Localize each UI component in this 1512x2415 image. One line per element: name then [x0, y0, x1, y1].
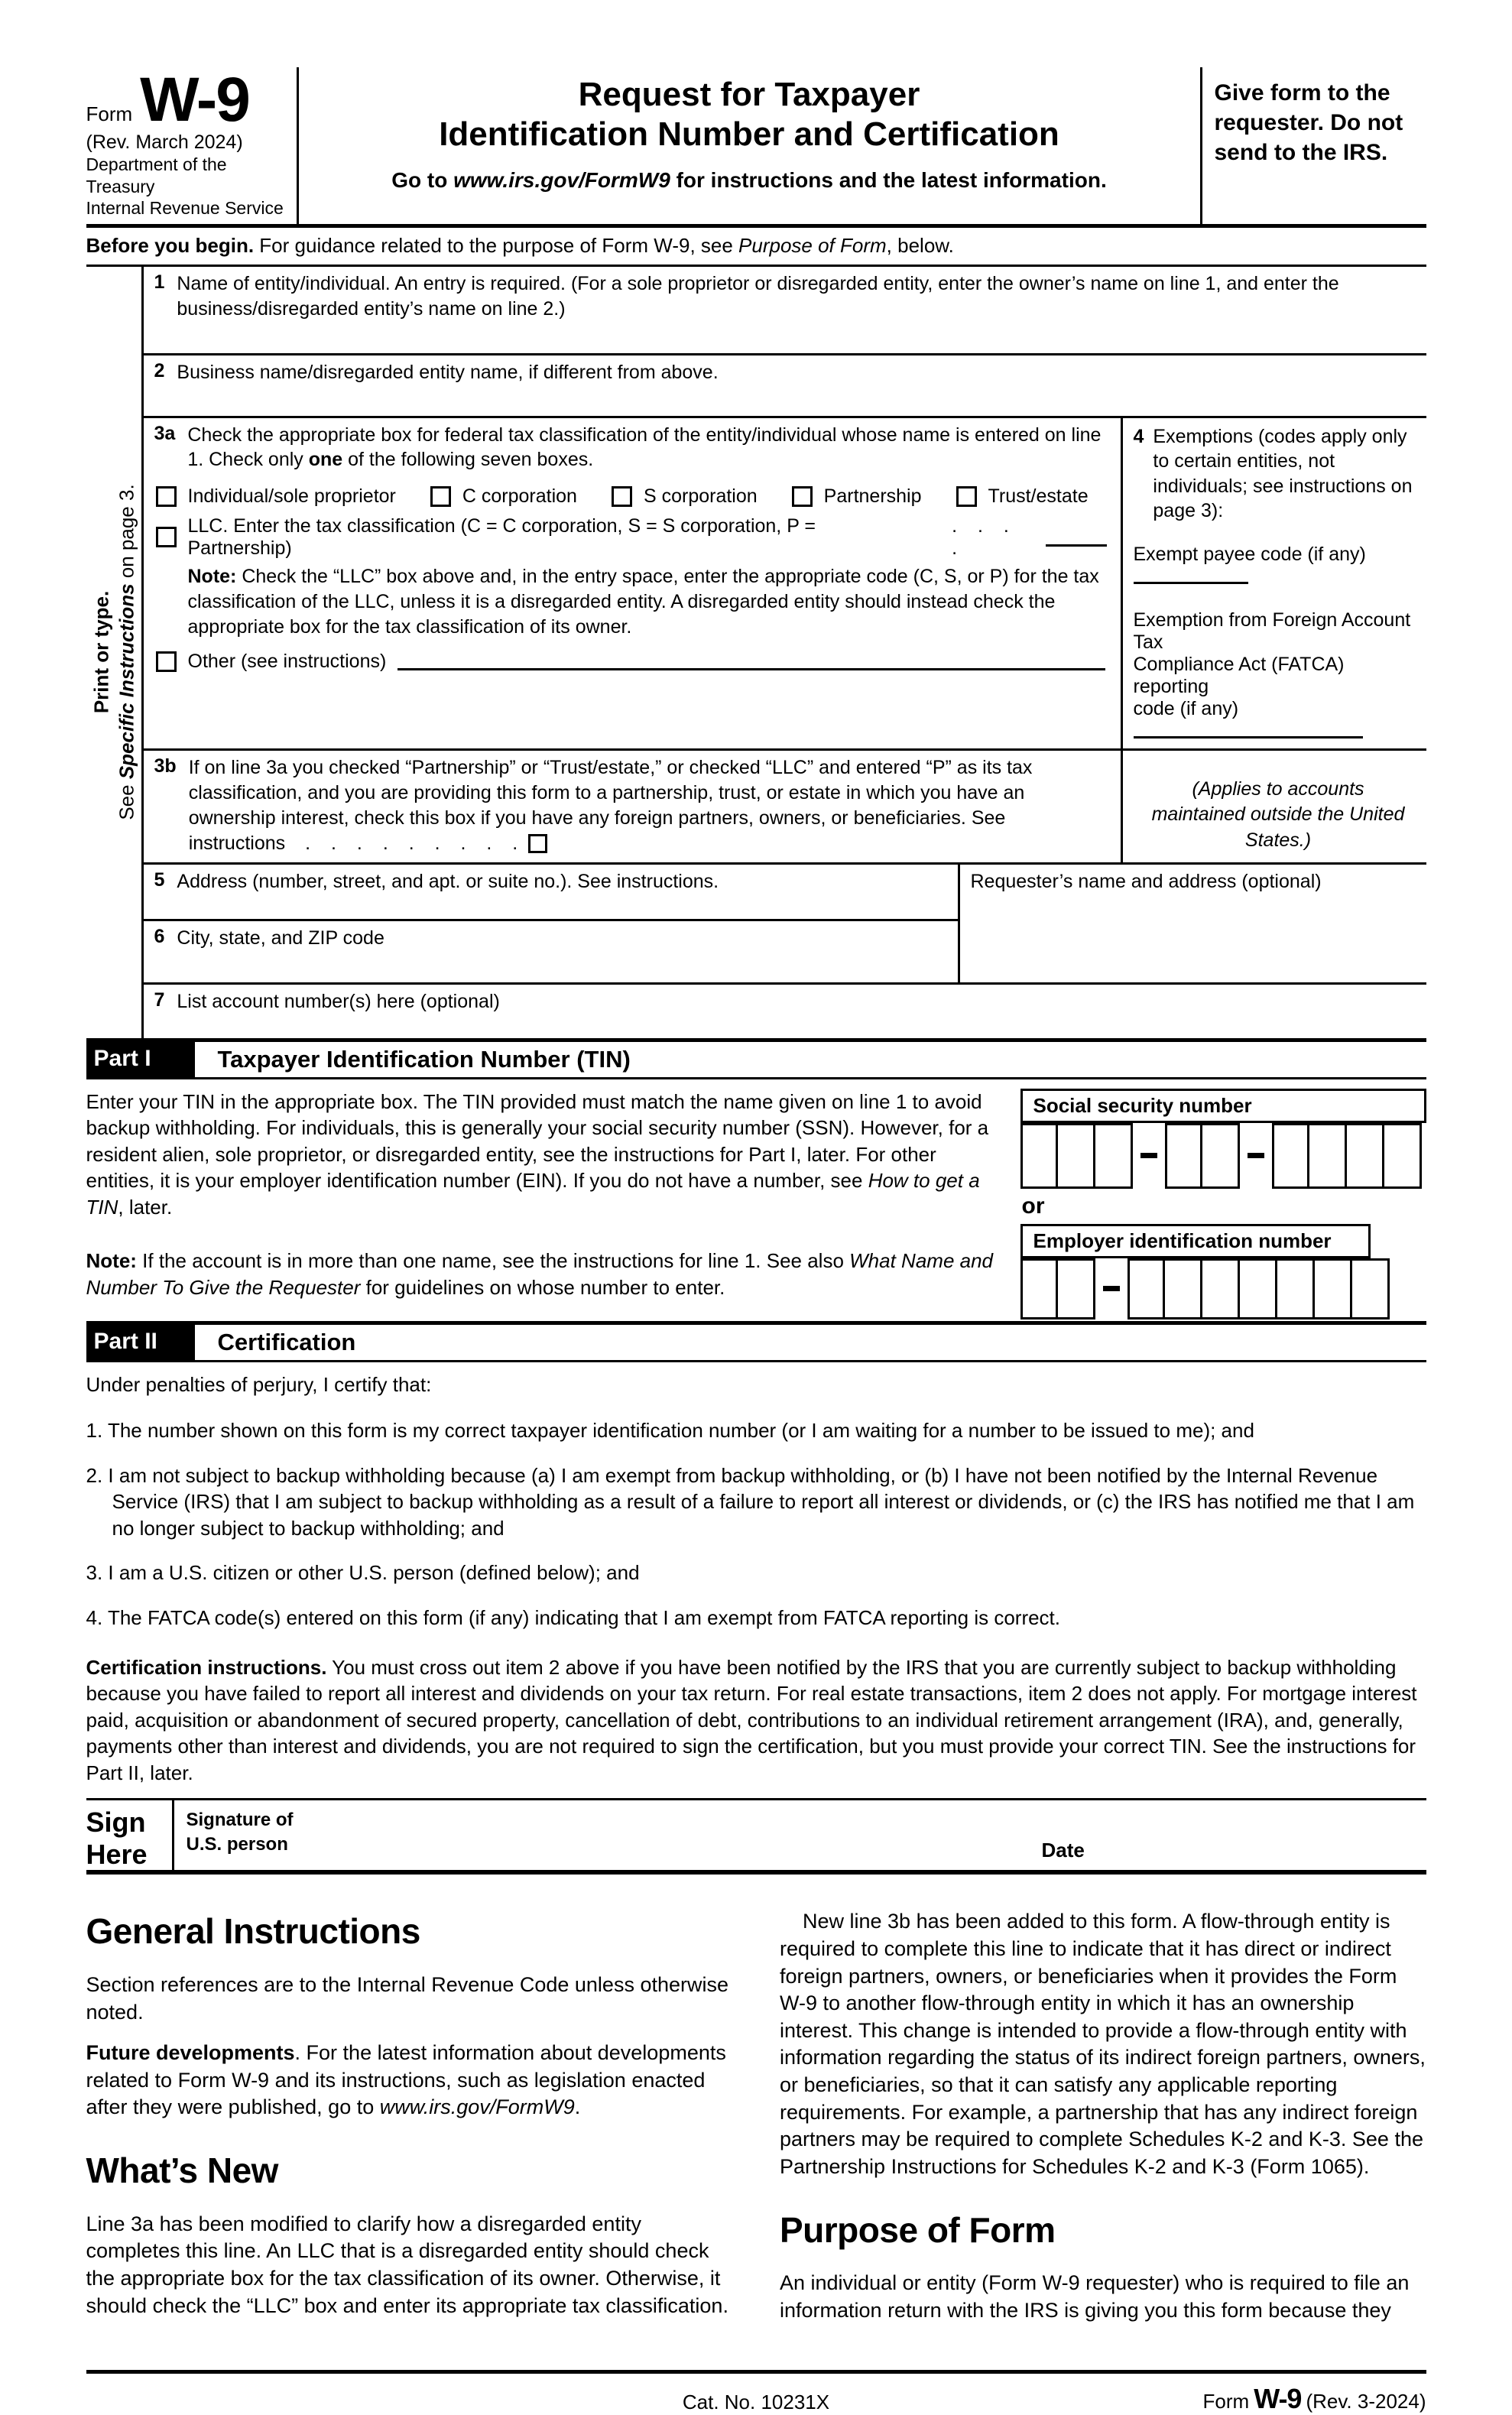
ein-digit-cell[interactable] — [1315, 1258, 1352, 1319]
line3a-label-one: one — [308, 449, 343, 471]
ssn-digit-cell[interactable] — [1272, 1123, 1309, 1189]
future-developments-paragraph — [86, 2040, 733, 2121]
part1-para-pre: Enter your TIN in the appropriate box. The TIN provided must match the name given on line 1 to avoid backup withholding. For individuals, this is generally your social security number (SSN). However, for a resident alien, sole proprietor, or disregarded entity, see the instructions for Part I, later. For other entities, it is your employer identification number (EIN). If you do not have a number, see — [86, 1089, 989, 1193]
page-footer — [86, 2370, 1426, 2414]
checkbox-item-partnership — [792, 485, 922, 508]
line4-label: Exemptions (codes apply only to certain entities, not individuals; see instructions on page 3): — [1153, 425, 1413, 522]
ssn-group-3 — [1272, 1123, 1422, 1189]
line3a-label-post: of the following seven boxes. — [342, 449, 594, 471]
part2-header-bar — [86, 1321, 1426, 1362]
s-corporation-checkbox[interactable] — [612, 486, 632, 507]
ein-digit-cell[interactable] — [1128, 1258, 1165, 1319]
line3b-body: If on line 3a you checked “Partnership” or “Trust/estate,” or checked “LLC” and entered “P” as its tax classification, and you are providing this form to a partnership, trust, or estate in which you have an ownership interest, check this box if you have any foreign partners, owners, or beneficiaries. See instructions — [188, 756, 1033, 854]
line1-input[interactable] — [154, 321, 1426, 353]
whats-new-heading: What’s New — [86, 2150, 278, 2191]
footer-form-word: Form — [1202, 2390, 1250, 2413]
whats-new-paragraph: Line 3a has been modified to clarify how a disregarded entity completes this line. An LLC that is a disregarded entity should check the appropriate box for the tax classification of its owner. Otherwise, it should check the “LLC” box and enter its appropriate tax classification. — [86, 2212, 728, 2317]
w9-form-page — [86, 0, 1426, 2415]
ssn-digit-cell[interactable] — [1020, 1123, 1058, 1189]
part1-instructions — [86, 1089, 1004, 1321]
goto-prefix: Go to — [391, 167, 454, 192]
line3a-content — [144, 418, 1121, 748]
applies-note-cell — [1121, 751, 1426, 862]
sign-word: Sign — [86, 1806, 146, 1839]
line6-row — [144, 921, 958, 982]
before-italic: Purpose of Form — [738, 234, 887, 258]
form-header — [86, 67, 1426, 228]
line3a-number: 3a — [154, 422, 176, 444]
certification-instructions-bold: Certification instructions. — [86, 1655, 327, 1679]
part1-note-bold: Note: — [86, 1249, 137, 1273]
service-line: Internal Revenue Service — [86, 198, 284, 219]
section-references-paragraph: Section references are to the Internal Revenue Code unless otherwise noted. — [86, 1972, 728, 2024]
other-label: Other (see instructions) — [187, 650, 387, 672]
form-number: W-9 — [140, 65, 249, 135]
future-developments-url: www.irs.gov/FormW9 — [379, 2095, 575, 2119]
line2-label: Business name/disregarded entity name, if different from above. — [177, 362, 719, 384]
exempt-payee-line — [1134, 544, 1423, 589]
partnership-checkbox[interactable] — [792, 486, 813, 507]
date-label: Date — [1041, 1839, 1085, 1862]
exempt-payee-label: Exempt payee code (if any) — [1133, 543, 1366, 565]
footer-form-number: W-9 — [1254, 2383, 1302, 2415]
ein-digit-cell[interactable] — [1277, 1258, 1315, 1319]
ein-label-box: Employer identification number — [1020, 1224, 1371, 1258]
form-identity-block — [86, 67, 299, 224]
instructions-section — [86, 1908, 1426, 2338]
part1-body — [86, 1079, 1426, 1321]
give-form-notice: Give form to the requester. Do not send to the IRS. — [1200, 67, 1426, 224]
footer-revision: (Rev. 3-2024) — [1306, 2390, 1426, 2413]
goto-line — [314, 168, 1185, 193]
line2-input[interactable] — [154, 385, 1426, 416]
before-mid: For guidance related to the purpose of Form W-9, see — [254, 234, 739, 258]
form-number-lockup — [86, 65, 289, 135]
ein-cells — [1020, 1258, 1426, 1319]
sidebar-vertical-text — [89, 485, 138, 820]
purpose-of-form-paragraph: An individual or entity (Form W-9 requester) who is required to file an information return with the IRS is giving you this form because they — [780, 2271, 1410, 2322]
footer-form-id — [1203, 2383, 1426, 2415]
line5-label: Address (number, street, and apt. or suite no.). See instructions. — [177, 870, 719, 892]
foreign-partners-checkbox[interactable] — [528, 834, 547, 853]
ein-digit-cell[interactable] — [1058, 1258, 1095, 1319]
or-label: or — [1021, 1193, 1045, 1219]
llc-code-input[interactable] — [1046, 528, 1107, 547]
other-input[interactable] — [397, 652, 1105, 670]
line3b-dot-leader: . . . . . . . . . — [305, 832, 518, 854]
part1-note — [86, 1248, 1004, 1300]
other-checkbox[interactable] — [156, 651, 177, 672]
part1-paragraph — [86, 1089, 1004, 1221]
individual-label: Individual/sole proprietor — [187, 485, 396, 507]
line3b-content — [144, 751, 1121, 862]
ein-digit-cell[interactable] — [1240, 1258, 1277, 1319]
ssn-cells — [1020, 1123, 1426, 1189]
line3b-row — [144, 751, 1426, 865]
certification-intro: Under penalties of perjury, I certify that: — [86, 1372, 432, 1396]
fatca-label-2: Compliance Act (FATCA) reporting — [1133, 653, 1345, 697]
ssn-group-1 — [1020, 1123, 1133, 1189]
other-line — [156, 651, 1110, 673]
line5-number: 5 — [154, 868, 165, 891]
ssn-label-box: Social security number — [1020, 1089, 1426, 1123]
see-specific-instructions — [114, 485, 139, 820]
part1-note-italic: What Name and Number To Give the Requester — [86, 1249, 994, 1300]
ssn-dash — [1140, 1153, 1157, 1158]
requester-cell — [958, 865, 1426, 982]
checkbox-item-individual — [156, 485, 396, 508]
line3b-text — [189, 755, 1110, 856]
department-line: Department of the Treasury — [86, 154, 227, 196]
fatca-code-input[interactable] — [1134, 720, 1363, 738]
sign-here-label — [86, 1800, 172, 1870]
line5-label-row — [154, 869, 958, 894]
part1-note-mid: If the account is in more than one name, see the instructions for line 1. See also — [136, 1249, 850, 1273]
form-grid — [86, 267, 1426, 1038]
address-city-block — [144, 865, 958, 982]
signature-of-line1: Signature of — [186, 1810, 294, 1831]
c-corporation-label: C corporation — [462, 485, 577, 507]
checkbox-item-trust-estate — [956, 485, 1089, 508]
c-corporation-checkbox[interactable] — [430, 486, 451, 507]
part1-note-end: for guidelines on whose number to enter. — [360, 1276, 725, 1300]
line1-label: Name of entity/individual. An entry is required. (For a sole proprietor or disregarded entity, enter the owner’s name on line 1, and enter the business/disregarded entity’s name on line 2.) — [177, 273, 1339, 320]
applies-note: (Applies to accounts maintained outside the United States.) — [1151, 777, 1405, 852]
line7-input[interactable] — [154, 1014, 1426, 1035]
part2-body — [86, 1362, 1426, 1787]
line6-label-row — [154, 926, 958, 951]
line7-label-row — [154, 989, 1426, 1014]
line3a-label-pre: Check the appropriate box for federal tax classification of the entity/individual whose name is entered on line 1. Check only — [187, 424, 1102, 471]
signature-of-line2: U.S. person — [186, 1833, 288, 1855]
sign-here-row — [86, 1798, 1426, 1875]
line6-input[interactable] — [154, 950, 958, 978]
line3b-number: 3b — [154, 755, 177, 777]
trust-estate-checkbox[interactable] — [956, 486, 977, 507]
revision-date: (Rev. March 2024) — [86, 131, 243, 153]
exempt-payee-input[interactable] — [1134, 566, 1248, 584]
print-or-type: Print or type. — [89, 591, 112, 714]
ein-group-2 — [1128, 1258, 1390, 1319]
future-developments-mid: . For the latest information about developments related to Form W-9 and its instructions, such as legislation enacted after they were published, go to — [86, 2041, 726, 2119]
general-instructions-heading: General Instructions — [86, 1911, 420, 1952]
sidebar-on-page: on page 3. — [114, 484, 138, 584]
line2-row — [144, 355, 1426, 418]
line4-number: 4 — [1133, 425, 1144, 447]
llc-checkbox[interactable] — [156, 527, 177, 547]
line2-number: 2 — [154, 360, 165, 382]
ein-group-1 — [1020, 1258, 1095, 1319]
ssn-digit-cell[interactable] — [1058, 1123, 1095, 1189]
llc-note — [188, 564, 1110, 640]
llc-note-text: Check the “LLC” box above and, in the entry space, enter the appropriate code (C, S, or P) for the tax classification of the LLC, unless it is a disregarded entity. A disregarded entity should instead check the appropriate box for the tax classification of its owner. — [187, 565, 1099, 638]
line3b-label-row — [154, 755, 1110, 856]
fatca-label — [1134, 609, 1411, 719]
trust-estate-label: Trust/estate — [988, 485, 1089, 507]
fatca-label-3: code (if any) — [1133, 697, 1239, 719]
sidebar-see: See — [114, 779, 138, 820]
certification-item-4: 4. The FATCA code(s) entered on this form (if any) indicating that I am exempt from FATCA reporting is correct. — [86, 1606, 1061, 1630]
instructions-right-column — [780, 1908, 1426, 2338]
here-word: Here — [86, 1838, 148, 1870]
line5-input[interactable] — [154, 894, 958, 917]
before-you-begin — [86, 228, 1426, 267]
line7-row — [144, 985, 1426, 1038]
certification-item-2: 2. I am not subject to backup withholding because (a) I am exempt from backup withholding, or (b) I have not been notified by the Internal Revenue Service (IRS) that I am subject to backup withholding as a result of a failure to report all interest or dividends, or (c) the IRS has notified me that I am no longer subject to backup withholding; and — [86, 1463, 1415, 1540]
part1-header-bar — [86, 1038, 1426, 1079]
line6-number: 6 — [154, 925, 165, 947]
form-title-block — [299, 67, 1200, 224]
ein-digit-cell[interactable] — [1202, 1258, 1240, 1319]
new-line3b-paragraph: New line 3b has been added to this form. A flow-through entity is required to complete this line to indicate that it has direct or indirect foreign partners, owners, or beneficiaries when it provides the Form W-9 to another flow-through entity in which it has an ownership interest. This change is intended to provide a flow-through entity with information regarding the status of its indirect foreign partners, owners, or beneficiaries, so that it can satisfy any applicable reporting requirements. For example, a partnership that has any indirect foreign partners may be required to complete Schedules K-2 and K-3. See the Partnership Instructions for Schedules K-2 and K-3 (Form 1065). — [780, 1910, 1426, 2178]
part1-title: Taxpayer Identification Number (TIN) — [217, 1045, 631, 1073]
part1-badge: Part I — [86, 1042, 195, 1077]
signature-input[interactable] — [373, 1800, 937, 1870]
line3a-row — [144, 418, 1426, 751]
date-input[interactable] — [1107, 1800, 1426, 1870]
tin-entry-area — [1004, 1089, 1426, 1321]
line5-row — [144, 865, 958, 921]
ssn-digit-cell[interactable] — [1347, 1123, 1384, 1189]
form-word: Form — [86, 102, 133, 125]
line7-number: 7 — [154, 988, 165, 1011]
goto-url: www.irs.gov/FormW9 — [453, 167, 670, 192]
signature-area — [172, 1800, 1426, 1870]
individual-checkbox[interactable] — [156, 486, 177, 507]
ssn-digit-cell[interactable] — [1202, 1123, 1240, 1189]
ssn-group-2 — [1165, 1123, 1240, 1189]
before-bold: Before you begin. — [86, 234, 255, 258]
part2-badge: Part II — [86, 1325, 195, 1360]
s-corporation-label: S corporation — [643, 485, 758, 507]
checkbox-item-c-corp — [430, 485, 577, 508]
future-developments-end: . — [574, 2095, 581, 2119]
catalog-number: Cat. No. 10231X — [682, 2391, 830, 2414]
form-title-line2: Identification Number and Certification — [439, 115, 1059, 153]
ssn-digit-cell[interactable] — [1165, 1123, 1202, 1189]
ssn-digit-cell[interactable] — [1309, 1123, 1347, 1189]
line1-label-row — [154, 271, 1426, 321]
requester-label: Requester’s name and address (optional) — [970, 870, 1322, 892]
ein-digit-cell[interactable] — [1165, 1258, 1202, 1319]
form-fields — [141, 267, 1426, 1038]
fatca-label-1: Exemption from Foreign Account Tax — [1133, 609, 1411, 653]
line1-row — [144, 267, 1426, 355]
goto-suffix: for instructions and the latest information. — [670, 167, 1107, 192]
form-title-line1: Request for Taxpayer — [578, 76, 920, 113]
certification-instructions-text: You must cross out item 2 above if you have been notified by the IRS that you are currently subject to backup withholding because you have failed to report all interest and dividends on your tax return. For real estate transactions, item 2 does not apply. For mortgage interest paid, acquisition or abandonment of secured property, cancellation of debt, contributions to an individual retirement arrangement (IRA), and, generally, payments other than interest and dividends, you are not required to sign the certification, but you must provide your correct TIN. See the instructions for Part II, later. — [86, 1655, 1417, 1784]
fatca-line — [1134, 609, 1423, 744]
line3a-label — [187, 423, 1109, 472]
line5-6-block — [144, 865, 1426, 985]
before-end: , below. — [886, 234, 954, 258]
llc-note-bold: Note: — [187, 565, 237, 587]
instructions-left-column — [86, 1908, 733, 2338]
certification-item-3: 3. I am a U.S. citizen or other U.S. person (defined below); and — [86, 1561, 640, 1585]
partnership-label: Partnership — [823, 485, 922, 507]
future-developments-bold: Future developments — [86, 2041, 295, 2065]
ssn-dash — [1248, 1153, 1264, 1158]
ein-digit-cell[interactable] — [1020, 1258, 1058, 1319]
line1-number: 1 — [154, 271, 165, 294]
certification-instructions — [86, 1654, 1426, 1787]
form-title — [314, 75, 1185, 154]
certification-item-1: 1. The number shown on this form is my correct taxpayer identification number (or I am waiting for a number to be issued to me); and — [86, 1419, 1254, 1443]
ein-digit-cell[interactable] — [1352, 1258, 1390, 1319]
llc-line — [156, 515, 1110, 560]
specific-instructions: Specific Instructions — [114, 583, 138, 780]
llc-label: LLC. Enter the tax classification (C = C corporation, S = S corporation, P = Partnership) — [187, 514, 816, 559]
classification-checkbox-row — [156, 485, 1110, 508]
checkbox-item-s-corp — [612, 485, 758, 508]
ein-dash — [1103, 1286, 1120, 1291]
part1-para-italic: How to get a TIN — [86, 1169, 980, 1219]
llc-dot-leader: . . . . — [952, 514, 1009, 559]
line4-label-row — [1134, 424, 1423, 524]
part1-para-end: , later. — [118, 1195, 173, 1219]
line7-label: List account number(s) here (optional) — [177, 990, 500, 1012]
line6-label: City, state, and ZIP code — [177, 927, 384, 949]
line3a-label-row — [154, 423, 1110, 472]
ssn-digit-cell[interactable] — [1095, 1123, 1133, 1189]
line4-exemptions — [1121, 418, 1426, 748]
requester-input[interactable] — [971, 894, 1426, 970]
purpose-of-form-heading: Purpose of Form — [780, 2209, 1056, 2250]
print-or-type-sidebar — [86, 267, 141, 1038]
ssn-digit-cell[interactable] — [1384, 1123, 1422, 1189]
line2-label-row — [154, 360, 1426, 385]
part2-title: Certification — [217, 1328, 356, 1355]
